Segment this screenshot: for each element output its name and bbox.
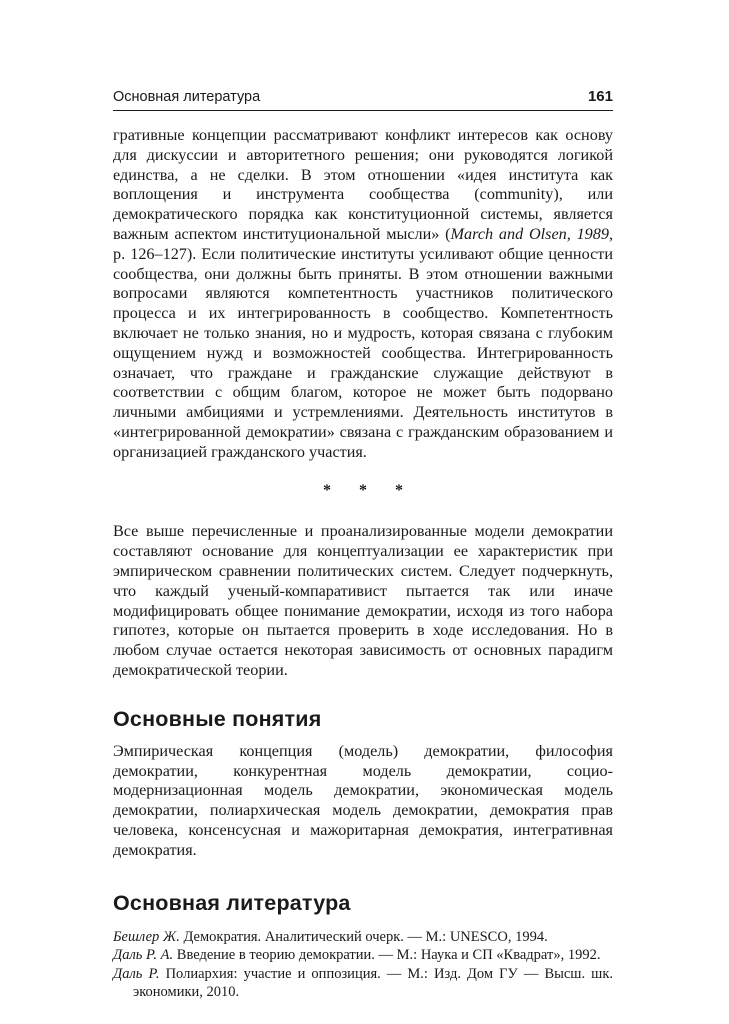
reference-list [113, 928, 613, 1002]
literature-heading: Основная литература [113, 890, 351, 915]
concepts-text: Эмпирическая концепция (модель) демократии, философия демократии, конкурентная модель демократии, социо-модернизационная модель демократии, экономическая модель демократии, полиархическая модель демократии, демократия прав человека, консенсусная и мажоритарная демократия, интегративная демократия. [113, 741, 613, 859]
reference-text: Демократия. Аналитический очерк. — М.: UNESCO, 1994. [179, 928, 548, 945]
reference-item [113, 965, 613, 1002]
reference-item [113, 946, 613, 965]
reference-author: Бешлер Ж. [113, 928, 180, 945]
reference-text: Полиархия: участие и оппозиция. — М.: Изд. Дом ГУ — Высш. шк. экономики, 2010. [133, 965, 613, 1000]
running-header [113, 88, 613, 111]
reference-text: Введение в теорию демократии. — М.: Наука и СП «Квадрат», 1992. [173, 947, 601, 963]
page [113, 88, 613, 1002]
citation-authors: March and Olsen, 1989 [450, 224, 609, 243]
concepts-heading: Основные понятия [113, 706, 322, 731]
running-header-title: Основная литература [113, 89, 261, 105]
section-separator: * * * [323, 481, 415, 499]
main-text [113, 126, 613, 681]
reference-author: Даль Р. А. [113, 947, 174, 963]
paragraph-continuation [113, 126, 613, 463]
paragraph-text-part-1: гративные концепции рассматривают конфликт интересов как основу для дискуссии и авторитетного решения; они руководятся логикой единства, а не сделки. В этом отношении «идея института как воплощения и инструмента сообщества (community), или демократического порядка как конституционной системы, является важным аспектом институциональной мысли» ( [113, 126, 613, 243]
paragraph-text-part-2: , p. 126–127). Если политические институты усиливают общие ценности сообщества, они должны быть приняты. В этом отношении важными вопросами являются компетентность участников политического процесса и их интегрированность в сообщество. Компетентность включает не только знания, но и мудрость, которая связана с глубоким ощущением нужд и возможностей сообщества. Интегрированность означает, что граждане и гражданские служащие действуют в соответствии с общим благом, которое не может быть подорвано личными амбициями и устремлениями. Деятельность институтов в «интегрированной демократии» связана с гражданским образованием и организацией гражданского участия. [113, 224, 614, 461]
reference-item [113, 928, 613, 947]
paragraph-summary: Все выше перечисленные и проанализированные модели демократии составляют основание для концептуализации ее характеристик при эмпирическом сравнении политических систем. Следует подчеркнуть, что каждый ученый-компаративист пытается так или иначе модифицировать общее понимание демократии, исходя из того набора гипотез, которые он пытается проверить в ходе исследования. Но в любом случае остается некоторая зависимость от основных парадигм демократической теории. [113, 522, 613, 679]
reference-author: Даль Р. [113, 965, 160, 982]
page-number: 161 [587, 88, 613, 105]
